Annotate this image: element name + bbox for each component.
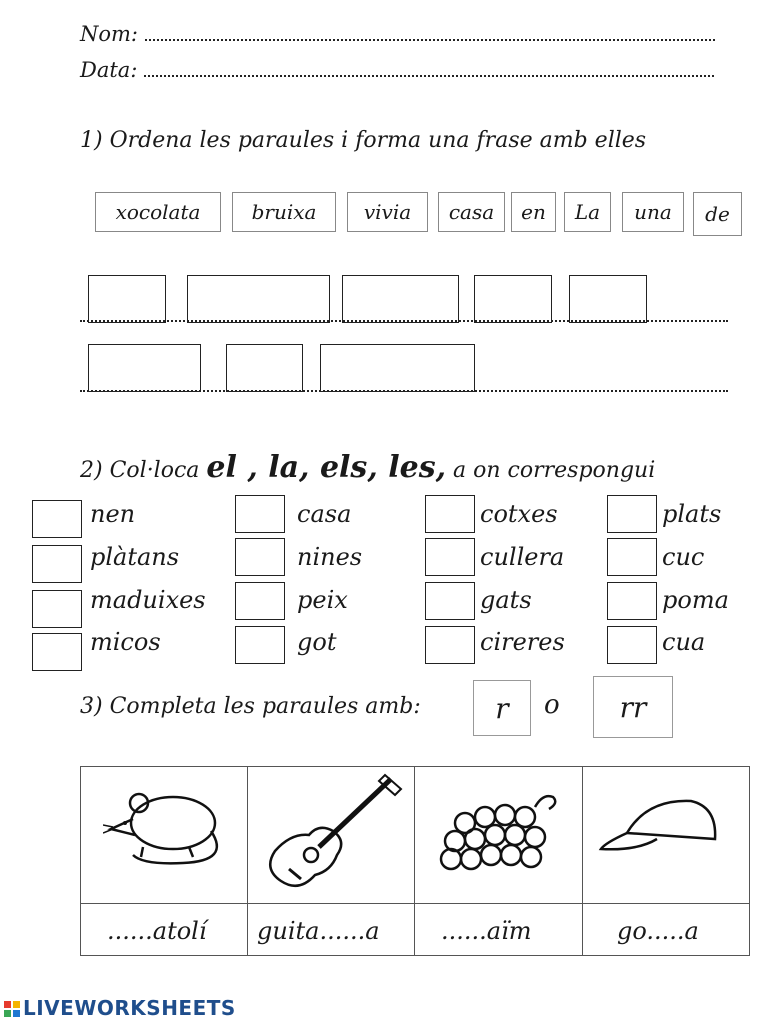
noun-label: plàtans bbox=[90, 543, 180, 571]
noun-label: peix bbox=[297, 586, 348, 614]
picture-grid bbox=[80, 766, 750, 956]
name-field[interactable] bbox=[145, 27, 715, 41]
section2-heading-suffix: a on correspongui bbox=[453, 458, 656, 483]
word-card[interactable]: una bbox=[622, 192, 684, 232]
article-input[interactable] bbox=[425, 538, 475, 576]
section3-heading: 3) Completa les paraules amb: bbox=[80, 694, 421, 719]
letter-option-r: r bbox=[473, 680, 531, 736]
section1-heading: 1) Ordena les paraules i forma una frase amb elles bbox=[80, 128, 647, 153]
article-input[interactable] bbox=[32, 633, 82, 671]
date-line bbox=[80, 58, 714, 82]
noun-label: cullera bbox=[480, 543, 565, 571]
caption-grapes: ......aïm bbox=[441, 917, 532, 945]
article-input[interactable] bbox=[32, 500, 82, 538]
date-label: Data: bbox=[80, 58, 138, 82]
noun-label: cua bbox=[662, 628, 706, 656]
dotted-line bbox=[80, 390, 728, 392]
liveworksheets-logo[interactable] bbox=[4, 996, 236, 1020]
article-input[interactable] bbox=[425, 626, 475, 664]
letter-option-rr: rr bbox=[593, 676, 673, 738]
grapes-icon bbox=[431, 787, 561, 887]
connector-text: o bbox=[544, 690, 560, 720]
answer-slot[interactable] bbox=[474, 275, 552, 323]
article-input[interactable] bbox=[235, 538, 285, 576]
answer-slot[interactable] bbox=[569, 275, 647, 323]
article-input[interactable] bbox=[235, 495, 285, 533]
word-card[interactable]: en bbox=[511, 192, 556, 232]
dotted-line bbox=[80, 320, 728, 322]
article-input[interactable] bbox=[32, 590, 82, 628]
guitar-icon bbox=[257, 771, 407, 899]
logo-text: LIVEWORKSHEETS bbox=[23, 996, 236, 1020]
word-card[interactable]: La bbox=[564, 192, 611, 232]
word-card[interactable]: xocolata bbox=[95, 192, 221, 232]
article-input[interactable] bbox=[607, 538, 657, 576]
article-input[interactable] bbox=[235, 626, 285, 664]
answer-slot[interactable] bbox=[320, 344, 475, 392]
noun-label: micos bbox=[90, 628, 161, 656]
noun-label: got bbox=[297, 628, 337, 656]
section2-heading-prefix: 2) Col·loca bbox=[80, 458, 200, 483]
answer-slot[interactable] bbox=[88, 275, 166, 323]
caption-mouse: ......atolí bbox=[107, 917, 207, 945]
noun-label: poma bbox=[662, 586, 729, 614]
name-label: Nom: bbox=[80, 22, 139, 46]
noun-label: casa bbox=[297, 500, 352, 528]
noun-label: nen bbox=[90, 500, 136, 528]
word-card[interactable]: vivia bbox=[347, 192, 428, 232]
noun-label: cuc bbox=[662, 543, 705, 571]
cap-icon bbox=[597, 793, 727, 883]
article-input[interactable] bbox=[607, 626, 657, 664]
articles-list: el , la, els, les, bbox=[206, 450, 447, 485]
noun-label: gats bbox=[480, 586, 532, 614]
noun-label: cireres bbox=[480, 628, 565, 656]
article-input[interactable] bbox=[607, 582, 657, 620]
mouse-icon bbox=[103, 781, 233, 891]
grid-divider bbox=[81, 903, 749, 904]
article-input[interactable] bbox=[425, 495, 475, 533]
noun-label: cotxes bbox=[480, 500, 558, 528]
noun-label: maduixes bbox=[90, 586, 206, 614]
word-card[interactable]: de bbox=[693, 192, 742, 236]
word-card[interactable]: bruixa bbox=[232, 192, 336, 232]
answer-slot[interactable] bbox=[187, 275, 330, 323]
answer-slot[interactable] bbox=[88, 344, 201, 392]
article-input[interactable] bbox=[235, 582, 285, 620]
caption-guitar: guita......a bbox=[257, 917, 380, 945]
section2-heading bbox=[80, 450, 655, 485]
date-field[interactable] bbox=[144, 63, 714, 77]
name-line bbox=[80, 22, 715, 46]
logo-icon bbox=[4, 1001, 20, 1017]
article-input[interactable] bbox=[425, 582, 475, 620]
article-input[interactable] bbox=[32, 545, 82, 583]
word-card[interactable]: casa bbox=[438, 192, 505, 232]
answer-slot[interactable] bbox=[226, 344, 303, 392]
answer-slot[interactable] bbox=[342, 275, 459, 323]
noun-label: plats bbox=[662, 500, 722, 528]
caption-cap: go.....a bbox=[617, 917, 699, 945]
noun-label: nines bbox=[297, 543, 363, 571]
article-input[interactable] bbox=[607, 495, 657, 533]
